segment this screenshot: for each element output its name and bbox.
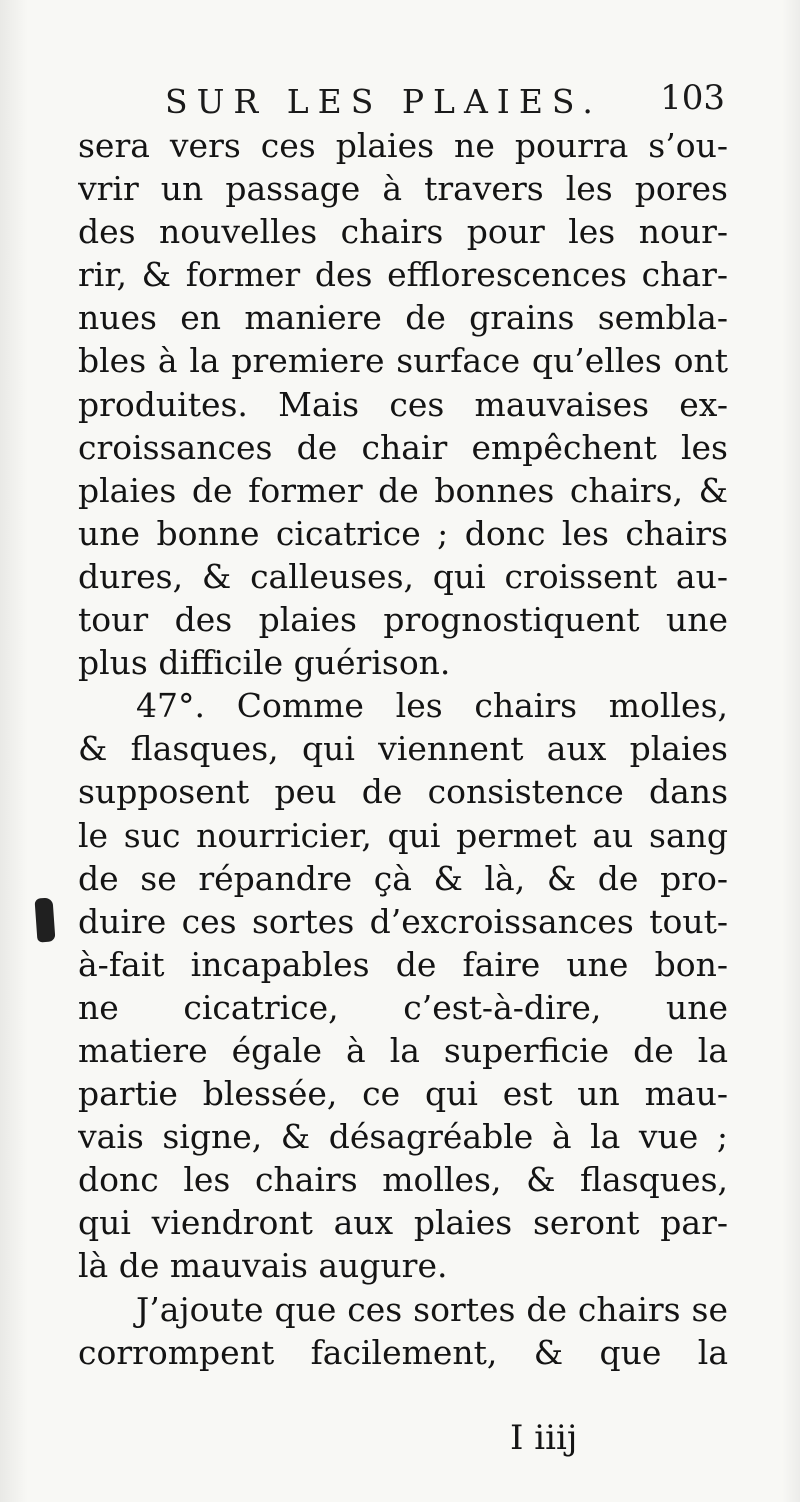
text-line: matiere égale à la superficie de la xyxy=(78,1030,728,1070)
ink-blot xyxy=(34,897,55,942)
text-line: tour des plaies prognostiquent une xyxy=(78,600,728,640)
text-line: croissances de chair empêchent les xyxy=(78,427,728,467)
text-line: qui viendront aux plaies seront par- xyxy=(78,1203,728,1243)
text-line: des nouvelles chairs pour les nour- xyxy=(78,212,728,252)
text-line: plaies de former de bonnes chairs, & xyxy=(78,470,728,510)
text-line: vrir un passage à travers les pores xyxy=(78,169,728,209)
body-text xyxy=(78,124,728,1374)
text-line: nues en maniere de grains sembla- xyxy=(78,298,728,338)
text-line: ne cicatrice, c’est-à-dire, une xyxy=(78,987,728,1027)
text-line: de se répandre çà & là, & de pro- xyxy=(78,858,728,898)
text-line: le suc nourricier, qui permet au sang xyxy=(78,815,728,855)
text-line: bles à la premiere surface qu’elles ont xyxy=(78,341,728,381)
text-line: 47°. Comme les chairs molles, xyxy=(136,686,728,726)
text-line: partie blessée, ce qui est un mau- xyxy=(78,1074,728,1114)
text-line: à-fait incapables de faire une bon- xyxy=(78,944,728,984)
text-line: produites. Mais ces mauvaises ex- xyxy=(78,384,728,424)
text-line: une bonne cicatrice ; donc les chairs xyxy=(78,513,728,553)
text-line: donc les chairs molles, & flasques, xyxy=(78,1160,728,1200)
text-line: vais signe, & désagréable à la vue ; xyxy=(78,1117,728,1157)
text-line: sera vers ces plaies ne pourra s’ou- xyxy=(78,126,728,165)
text-line: J’ajoute que ces sortes de chairs se xyxy=(136,1289,728,1329)
running-head: SUR LES PLAIES. xyxy=(165,82,602,121)
page-number: 103 xyxy=(660,78,725,118)
text-line: corrompent facilement, & que la xyxy=(78,1332,728,1372)
text-line: là de mauvais augure. xyxy=(78,1246,448,1286)
text-line: & flasques, qui viennent aux plaies xyxy=(78,729,728,769)
text-line: duire ces sortes d’excroissances tout- xyxy=(78,901,728,941)
signature-mark: I iiij xyxy=(510,1418,578,1458)
text-line: plus difficile guérison. xyxy=(78,643,451,683)
text-line: dures, & calleuses, qui croissent au- xyxy=(78,556,728,596)
text-line: supposent peu de consistence dans xyxy=(78,772,728,812)
text-line: rir, & former des efflorescences char- xyxy=(78,255,728,295)
page-header xyxy=(165,80,725,124)
